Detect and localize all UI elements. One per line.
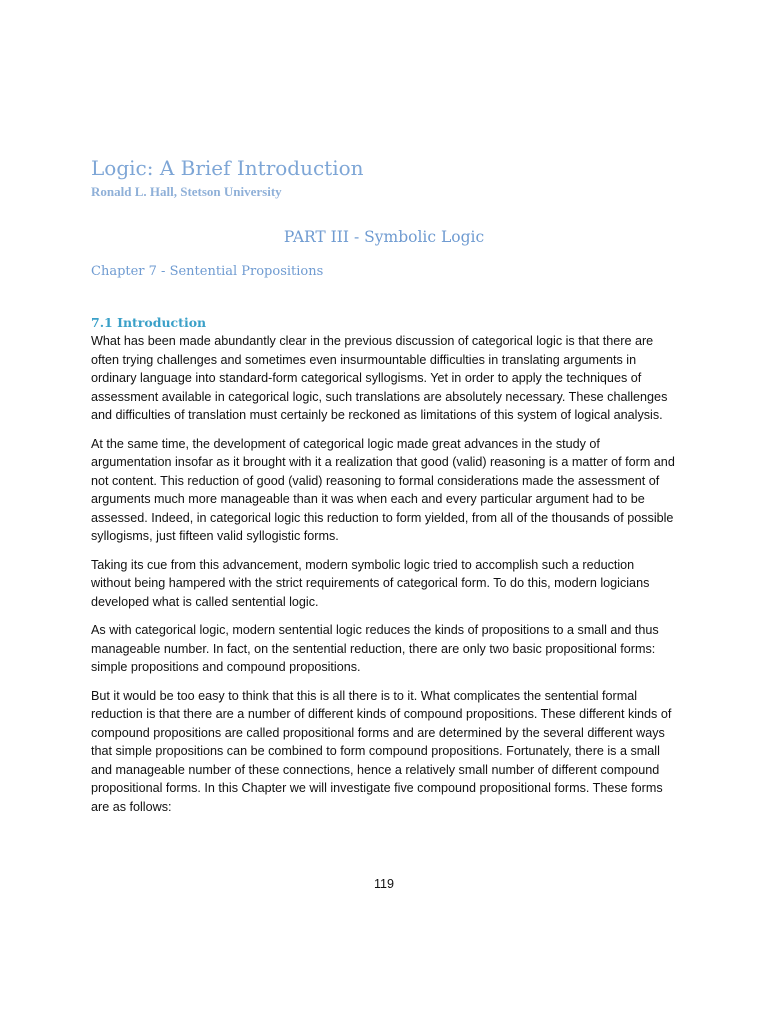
part-title: PART III - Symbolic Logic xyxy=(283,228,485,246)
paragraph: At the same time, the development of categorical logic made great advances in the study of argumentation insofar as it brought with it a realization that good (valid) reasoning is a matter of form and not content. This reduction of good (valid) reasoning to formal considerations made the assessment of arguments much more manageable than it was when each and every particular argument had to be assessed. Indeed, in categorical logic this reduction to form yielded, from all of the thousands of possible syllogisms, just fifteen valid syllogistic forms. xyxy=(91,436,675,543)
paragraph: What has been made abundantly clear in the previous discussion of categorical logic is that there are often trying challenges and sometimes even insurmountable difficulties in translating arguments in ordinary language into standard-form categorical syllogisms. Yet in order to apply the techniques of assessment available in categorical logic, such translations are absolutely necessary. These challenges and difficulties of translation must certainly be reckoned as limitations of this system of logical analysis. xyxy=(91,334,668,422)
chapter-title: Chapter 7 - Sentential Propositions xyxy=(91,264,324,279)
body-text xyxy=(91,332,677,826)
section-heading: 7.1 Introduction xyxy=(91,315,207,330)
page-number: 119 xyxy=(373,877,395,891)
paragraph: But it would be too easy to think that this is all there is to it. What complicates the sentential formal reduction is that there are a number of different kinds of compound propositions. These different kinds of compound propositions are called propositional forms and are determined by the several different ways that simple propositions can be combined to form compound propositions. Fortunately, there is a small and manageable number of these connections, hence a relatively small number of different compound propositional forms. In this Chapter we will investigate five compound propositional forms. These forms are as follows: xyxy=(91,688,672,814)
paragraph: Taking its cue from this advancement, modern symbolic logic tried to accomplish such a reduction without being hampered with the strict requirements of categorical form. To do this, modern logicians developed what is called sentential logic. xyxy=(91,557,650,609)
book-title: Logic: A Brief Introduction xyxy=(91,156,364,180)
paragraph: As with categorical logic, modern sentential logic reduces the kinds of propositions to a small and thus manageable number. In fact, on the sentential reduction, there are only two basic propositional forms: simple propositions and compound propositions. xyxy=(91,623,659,674)
author-line: Ronald L. Hall, Stetson University xyxy=(91,184,282,199)
